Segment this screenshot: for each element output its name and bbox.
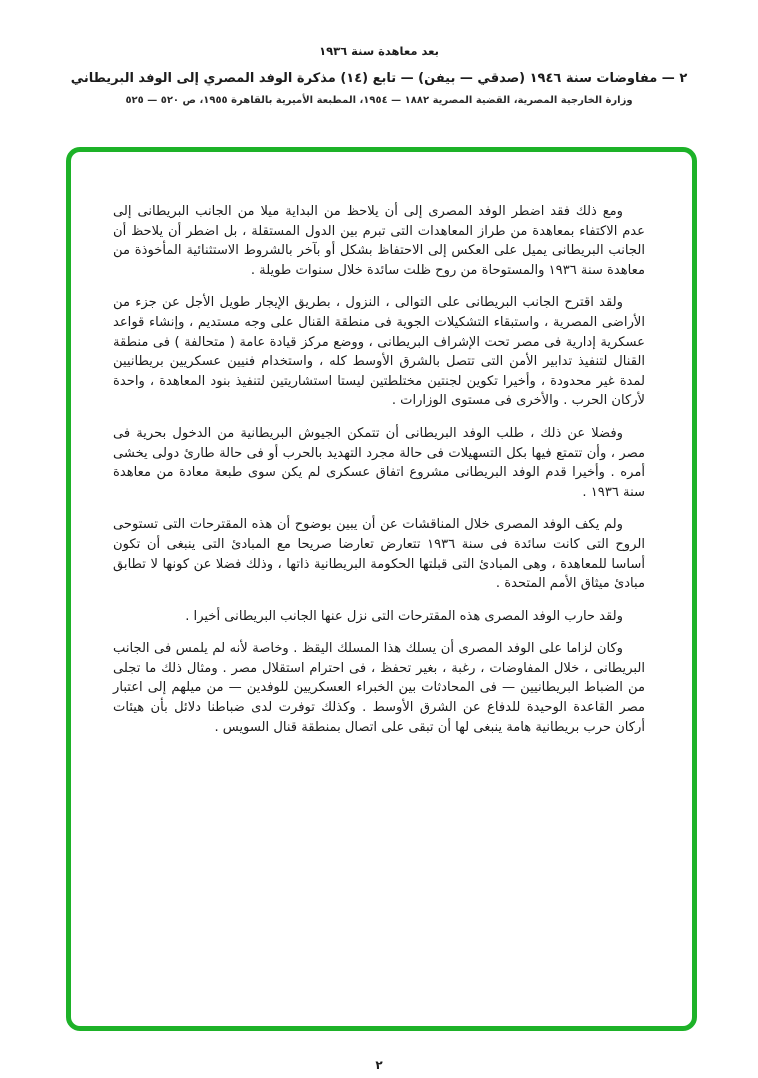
body-paragraph: ومع ذلك فقد اضطر الوفد المصرى إلى أن يلاحظ من البداية ميلا من الجانب البريطانى إلى عدم الاكتفاء بمعاهدة من طراز المعاهدات التى تبرم بين الدول المستقلة ، بل اضطر أن يلاحظ أن الجانب البريطانى يميل على العكس إلى الاحتفاظ بشكل أو بآخر بالشروط الاستثنائية المأخوذة من معاهدة سنة ١٩٣٦ والمستوحاة من روح ظلت سائدة خلال سنوات طويلة . — [113, 204, 645, 278]
header-context-line: بعد معاهدة سنة ١٩٣٦ — [319, 44, 439, 58]
header-title: ٢ — مفاوضات سنة ١٩٤٦ (صدقي — بيفن) — تابع (١٤) مذكرة الوفد المصري إلى الوفد البريطاني — [70, 71, 688, 86]
document-body — [113, 202, 645, 750]
body-paragraph: وكان لزاما على الوفد المصرى أن يسلك هذا المسلك اليقظ . وخاصة لأنه لم يلمس فى الجانب البريطانى ، خلال المفاوضات ، رغبة ، بغير تحفظ ، فى احترام استقلال مصر . ومثال ذلك ما تجلى من الضباط البريطانيين — فى المحادثات بين الخبراء العسكريين للوفدين — من ميلهم إلى اعتبار مصر القاعدة الوحيدة للدفاع عن الشرق الأوسط . وكذلك توفرت لدى ضباطنا دلائل بأن هيئات أركان حرب بريطانية هامة ينبغى لها أن تبقى على اتصال بمنطقة قنال السويس . — [113, 641, 645, 735]
body-paragraph: ولقد اقترح الجانب البريطانى على التوالى ، النزول ، بطريق الإيجار طويل الأجل عن جزء من الأراضى المصرية ، واستبقاء التشكيلات الجوية فى منطقة القنال على وجه مستديم ، وإنشاء قواعد عسكرية إدارية فى مصر تحت الإشراف البريطانى ، ووضع مركز قيادة عامة ( متحالفة ) فى منطقة القنال لتنفيذ تدابير الأمن التى تتصل بالشرق الأوسط كله ، واستخدام فنيين عسكريين بريطانيين لمدة غير محدودة ، وأخيرا تكوين لجنتين مختلطتين ليستا استشاريتين لتنفيذ بنود المعاهدة ، واحدة لأركان الحرب . والأخرى فى مستوى الوزارات . — [113, 295, 645, 409]
body-paragraph: ولقد حارب الوفد المصرى هذه المقترحات التى نزل عنها الجانب البريطانى أخيرا . — [185, 608, 623, 624]
body-paragraph: وفضلا عن ذلك ، طلب الوفد البريطانى أن تتمكن الجيوش البريطانية من الدخول بحرية فى مصر ، وأن تتمتع فيها بكل التسهيلات فى حالة مجرد التهديد بالحرب أو فى حالة طارئ دولى يخشى أمره . وأخيرا قدم الوفد البريطانى مشروع اتفاق عسكرى لم يكن سوى طبعة معادة من معاهدة سنة ١٩٣٦ . — [113, 425, 645, 500]
body-paragraph: ولم يكف الوفد المصرى خلال المناقشات عن أن يبين بوضوح أن هذه المقترحات التى تستوحى الروح التى كانت سائدة فى سنة ١٩٣٦ تتعارض تعارضا صريحا مع المبادئ التى ينبغى أن تكون أساسا للمعاهدة ، وهى المبادئ التى قبلتها الحكومة البريطانية ذاتها ، وذلك فضلا عن كونها لا تطابق مبادئ ميثاق الأمم المتحدة . — [113, 517, 645, 592]
header-source-citation: وزارة الخارجية المصرية، القضية المصرية ١٨٨٢ — ١٩٥٤، المطبعة الأميرية بالقاهرة ١٩٥٥، ص ٥٢٠ — ٥٢٥ — [125, 95, 633, 106]
page-number: ٢ — [375, 1058, 383, 1072]
page-header — [0, 44, 758, 106]
